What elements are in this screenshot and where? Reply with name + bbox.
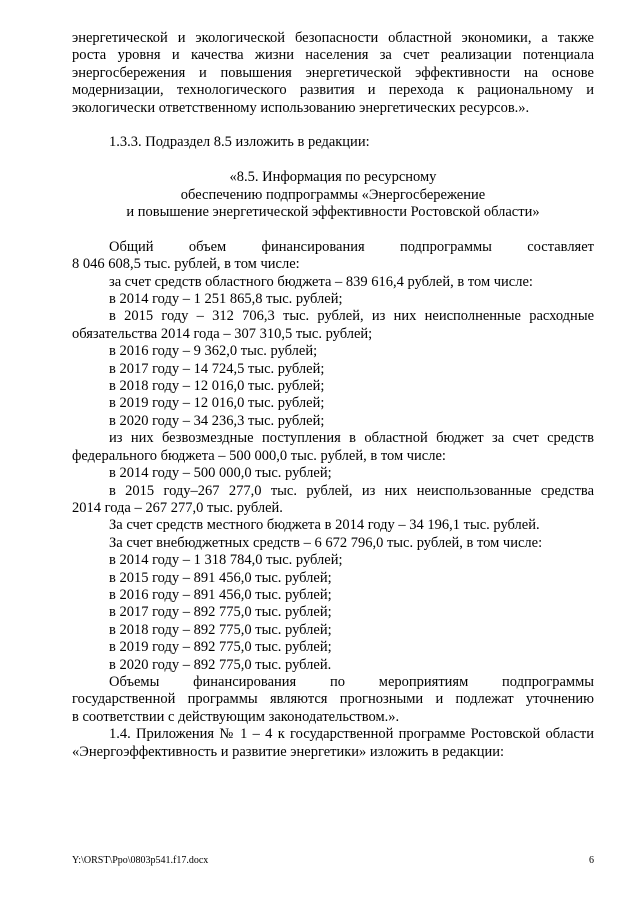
footer-file-path: Y:\ORST\Ppo\0803p541.f17.docx — [72, 855, 209, 866]
intro-line: энергосбережения и повышения энергетической эффективности на основе — [72, 64, 594, 81]
regional-2017: в 2017 году – 14 724,5 тыс. рублей; — [109, 360, 325, 377]
federal-2015-cont: 2014 года – 267 277,0 тыс. рублей. — [72, 499, 283, 516]
regional-budget: за счет средств областного бюджета – 839 616,4 рублей, в том числе: — [109, 273, 533, 290]
volumes-note-cont: государственной программы являются прогнозными и подлежат уточнению — [72, 691, 594, 708]
regional-2019: в 2019 году – 12 016,0 тыс. рублей; — [109, 395, 325, 412]
intro-line: энергетической и экологической безопасности областной экономики, а также — [72, 30, 594, 46]
item-1-3-3: 1.3.3. Подраздел 8.5 изложить в редакции: — [109, 134, 370, 151]
regional-2014: в 2014 году – 1 251 865,8 тыс. рублей; — [109, 291, 343, 308]
section-title — [72, 169, 594, 221]
federal-budget-cont: федерального бюджета – 500 000,0 тыс. рублей, в том числе: — [72, 447, 446, 464]
section-title-line: «8.5. Информация по ресурсному — [229, 169, 437, 186]
extrabudgetary: За счет внебюджетных средств – 6 672 796,0 тыс. рублей, в том числе: — [109, 534, 543, 551]
total-financing: Общий объем финансирования подпрограммы составляет — [109, 238, 594, 255]
extra-2017: в 2017 году – 892 775,0 тыс. рублей; — [109, 604, 332, 621]
page-footer — [72, 855, 594, 867]
item-1-4: 1.4. Приложения № 1 – 4 к государственной программе Ростовской области — [109, 726, 594, 743]
item-1-4-cont: «Энергоэффективность и развитие энергетики» изложить в редакции: — [72, 743, 505, 760]
document-page — [72, 30, 594, 761]
regional-2020: в 2020 году – 34 236,3 тыс. рублей; — [109, 412, 325, 429]
extra-2016: в 2016 году – 891 456,0 тыс. рублей; — [109, 586, 332, 603]
regional-2015-cont: обязательства 2014 года – 307 310,5 тыс. рублей; — [72, 325, 373, 342]
extra-2019: в 2019 году – 892 775,0 тыс. рублей; — [109, 639, 332, 656]
federal-2014: в 2014 году – 500 000,0 тыс. рублей; — [109, 465, 332, 482]
volumes-note-cont: в соответствии с действующим законодательством.». — [72, 708, 400, 725]
spacer — [72, 117, 594, 134]
spacer — [72, 221, 594, 238]
spacer — [72, 152, 594, 169]
intro-line: роста уровня и качества жизни населения за счет реализации потенциала — [72, 47, 594, 64]
total-financing-cont: 8 046 608,5 тыс. рублей, в том числе: — [72, 256, 300, 273]
regional-2015: в 2015 году – 312 706,3 тыс. рублей, из них неисполненные расходные — [109, 308, 594, 325]
volumes-note: Объемы финансирования по мероприятиям подпрограммы — [109, 673, 594, 690]
federal-budget: из них безвозмездные поступления в областной бюджет за счет средств — [109, 430, 594, 447]
intro-line: модернизации, технологического развития и перехода к рациональному и — [72, 82, 594, 99]
regional-2018: в 2018 году – 12 016,0 тыс. рублей; — [109, 378, 325, 395]
extra-2020: в 2020 году – 892 775,0 тыс. рублей. — [109, 656, 332, 673]
extra-2018: в 2018 году – 892 775,0 тыс. рублей; — [109, 621, 332, 638]
federal-2015: в 2015 году–267 277,0 тыс. рублей, из них неиспользованные средства — [109, 482, 594, 499]
local-budget: За счет средств местного бюджета в 2014 году – 34 196,1 тыс. рублей. — [109, 517, 540, 534]
section-title-line: обеспечению подпрограммы «Энергосбережение — [180, 186, 486, 203]
page-number: 6 — [589, 855, 594, 866]
section-title-line: и повышение энергетической эффективности Ростовской области» — [126, 204, 540, 221]
extra-2015: в 2015 году – 891 456,0 тыс. рублей; — [109, 569, 332, 586]
regional-2016: в 2016 году – 9 362,0 тыс. рублей; — [109, 343, 318, 360]
intro-line: экологически ответственному использованию энергетических ресурсов.». — [72, 99, 530, 116]
extra-2014: в 2014 году – 1 318 784,0 тыс. рублей; — [109, 552, 343, 569]
